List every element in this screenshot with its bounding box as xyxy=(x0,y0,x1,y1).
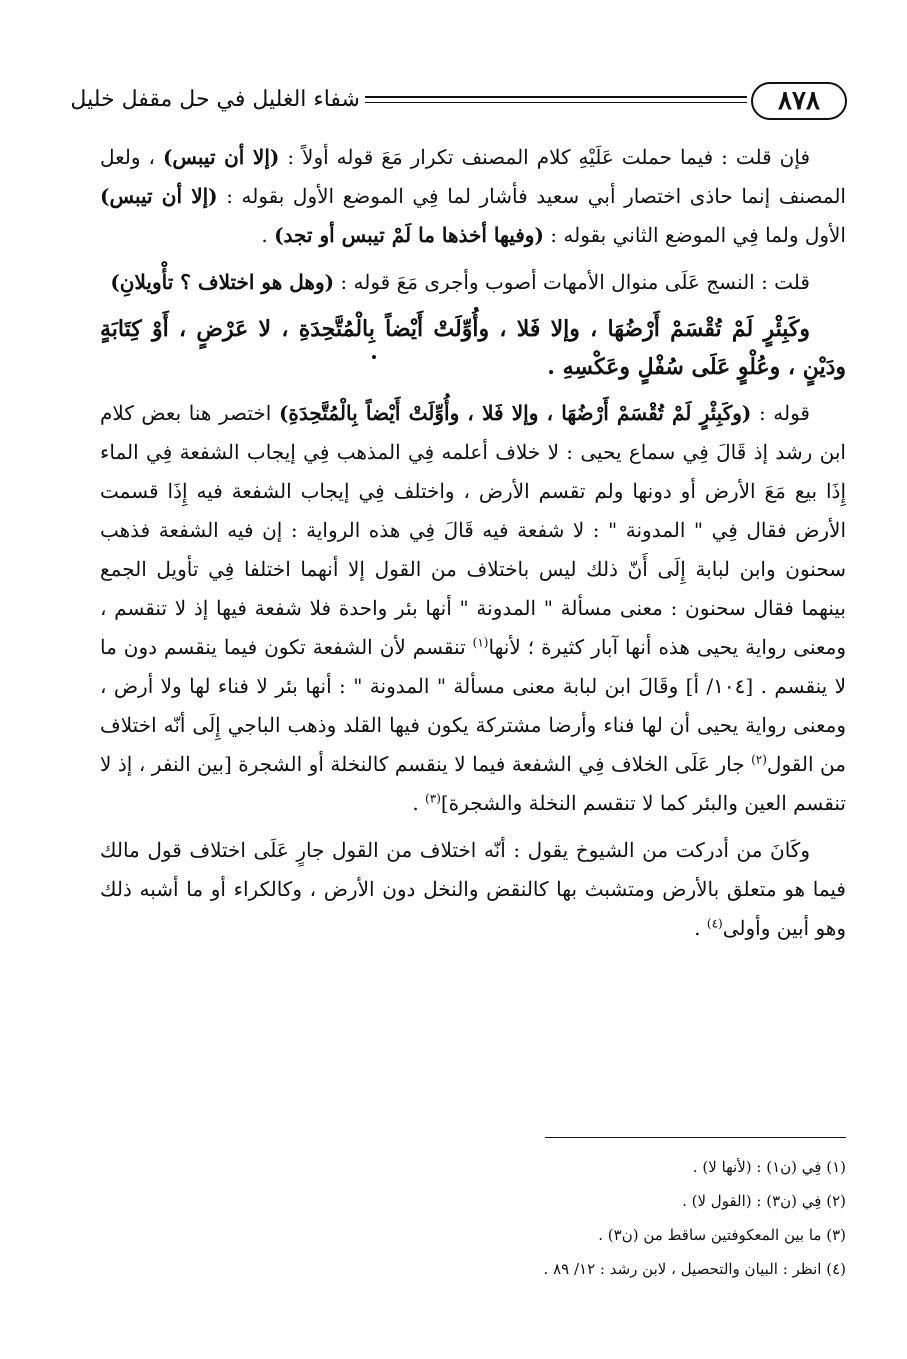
footnote-ref[interactable]: (٣) xyxy=(425,791,441,806)
text-run: قوله : xyxy=(751,401,810,425)
main-text xyxy=(100,138,846,956)
text-run: جار عَلَى الخلاف فِي الشفعة فيما لا ينقسم كالنخلة أو الشجرة [بين النفر ، إذ لا تنقسم العين والبئر كما لا تنقسم النخلة والشجرة] xyxy=(100,752,846,815)
paragraph-3 xyxy=(100,394,846,823)
text-run: . xyxy=(261,223,275,247)
footnote-ref[interactable]: (٤) xyxy=(706,916,723,931)
text-run: . xyxy=(694,916,707,940)
footnote-2: (٢) فِي (ن٣) : (القول لا) . xyxy=(682,1192,846,1210)
header-rule-thin xyxy=(365,102,747,103)
footnotes xyxy=(100,1150,846,1286)
text-run: الأول ولما فِي الموضع الثاني بقوله : xyxy=(543,223,846,247)
text-run: اختصر هنا بعض كلام ابن رشد إذ قَالَ فِي سماع يحيى : لا خلاف أعلمه فِي المذهب فِي إيجاب الشفعة فِي الماء إِذَا بيع مَعَ الأرض أو دونها ولم تقسم الأرض ، واختلف فِي إيجاب الشفعة فيه إِذَا قسمت الأرض فقال فِي " المدونة " : لا شفعة فيه قَالَ فِي هذه الرواية : إن فيه الشفعة فذهب سحنون وابن لبابة إِلَى أَنّ ذلك ليس باختلاف من القول إلا أنهما اختلفا فِي تأويل الجمع بينهما فقال سحنون : معنى مسألة " المدونة " أنها بئر واحدة فلا شفعة فيها إذ لا تنقسم ، ومعنى رواية يحيى هذه أنها آبار كثيرة ؛ لأنها xyxy=(100,401,846,659)
footnote-ref[interactable]: (١) xyxy=(472,635,489,650)
page-number: ٨٧٨ xyxy=(751,82,847,120)
paragraph-4 xyxy=(100,831,846,948)
paragraph-2 xyxy=(100,263,846,302)
quoted-matn: (وكَبِئْرٍ لَمْ تُقْسَمْ أَرْضُهَا ، وإلا فَلا ، وأُوِّلَتْ أَيْضاً بِالْمُتَّحِدَةِ) xyxy=(278,401,752,425)
text-run: فإن قلت : فيما حملت عَلَيْهِ كلام المصنف تكرار مَعَ قوله أولاً : xyxy=(279,145,810,169)
quoted-matn: (إلا أن تيبس) xyxy=(100,184,218,208)
footnote-separator xyxy=(545,1137,846,1138)
footnote-4: (٤) انظر : البيان والتحصيل ، لابن رشد : ١٢/ ٨٩ . xyxy=(543,1260,846,1278)
quoted-matn: (وهل هو اختلاف ؟ تأْويلانِ) xyxy=(110,270,335,294)
text-run: تنقسم لأن الشفعة تكون فيما ينقسم دون ما لا ينقسم . [١٠٤/ أ] وقَالَ ابن لبابة معنى مسألة " المدونة " : أنها بئر لا فناء لها ولا أرض ، ومعنى رواية يحيى أن لها فناء وأرضا مشتركة يكون فيها القلد وذهب الباجي إِلَى أنّه اختلاف من القول xyxy=(100,635,846,776)
footnote-ref[interactable]: (٢) xyxy=(751,752,767,767)
paragraph-1 xyxy=(100,138,846,255)
text-run: وكَانَ من أدركت من الشيوخ يقول : أنّه اختلاف من القول جارٍ عَلَى اختلاف قول مالك فيما هو متعلق بالأرض ومتشبث بها كالنقض والنخل دون الأرض ، وكالكراء أو ما أشبه ذلك وهو أبين وأولى xyxy=(100,838,846,940)
quoted-matn: (وفيها أخذها ما لَمْ تيبس أو تجد) xyxy=(274,223,544,247)
footnote-3: (٣) ما بين المعكوفتين ساقط من (ن٣) . xyxy=(598,1226,846,1244)
page-header xyxy=(70,80,847,122)
text-run: . xyxy=(412,791,426,815)
matn-text: وكَبِئْرٍ لَمْ تُقْسَمْ أَرْضُهَا ، وإلا فَلا ، وأُوِّلَتْ أَيْضاً بِالْمُتَّحِدَةِ ، لا عَرْضٍ ، أَوْ كِتَابَةٍ ودَيْنٍ ، وعُلْوٍ عَلَى سُفْلٍ وعَكْسِهِ . xyxy=(100,316,846,380)
stray-dot xyxy=(372,355,376,359)
footnote-1: (١) فِي (ن١) : (لأنها لا) . xyxy=(692,1158,846,1176)
text-run: ، ولعل المصنف إنما حاذى اختصار أبي سعيد فأشار لما فِي الموضع الأول بقوله : xyxy=(100,145,846,208)
header-rule xyxy=(365,96,747,98)
text-run: قلت : النسج عَلَى منوال الأمهات أصوب وأجرى مَعَ قوله : xyxy=(334,270,810,294)
quoted-matn: (إلا أن تيبس) xyxy=(162,145,280,169)
running-title: شفاء الغليل في حل مقفل خليل xyxy=(70,87,360,112)
